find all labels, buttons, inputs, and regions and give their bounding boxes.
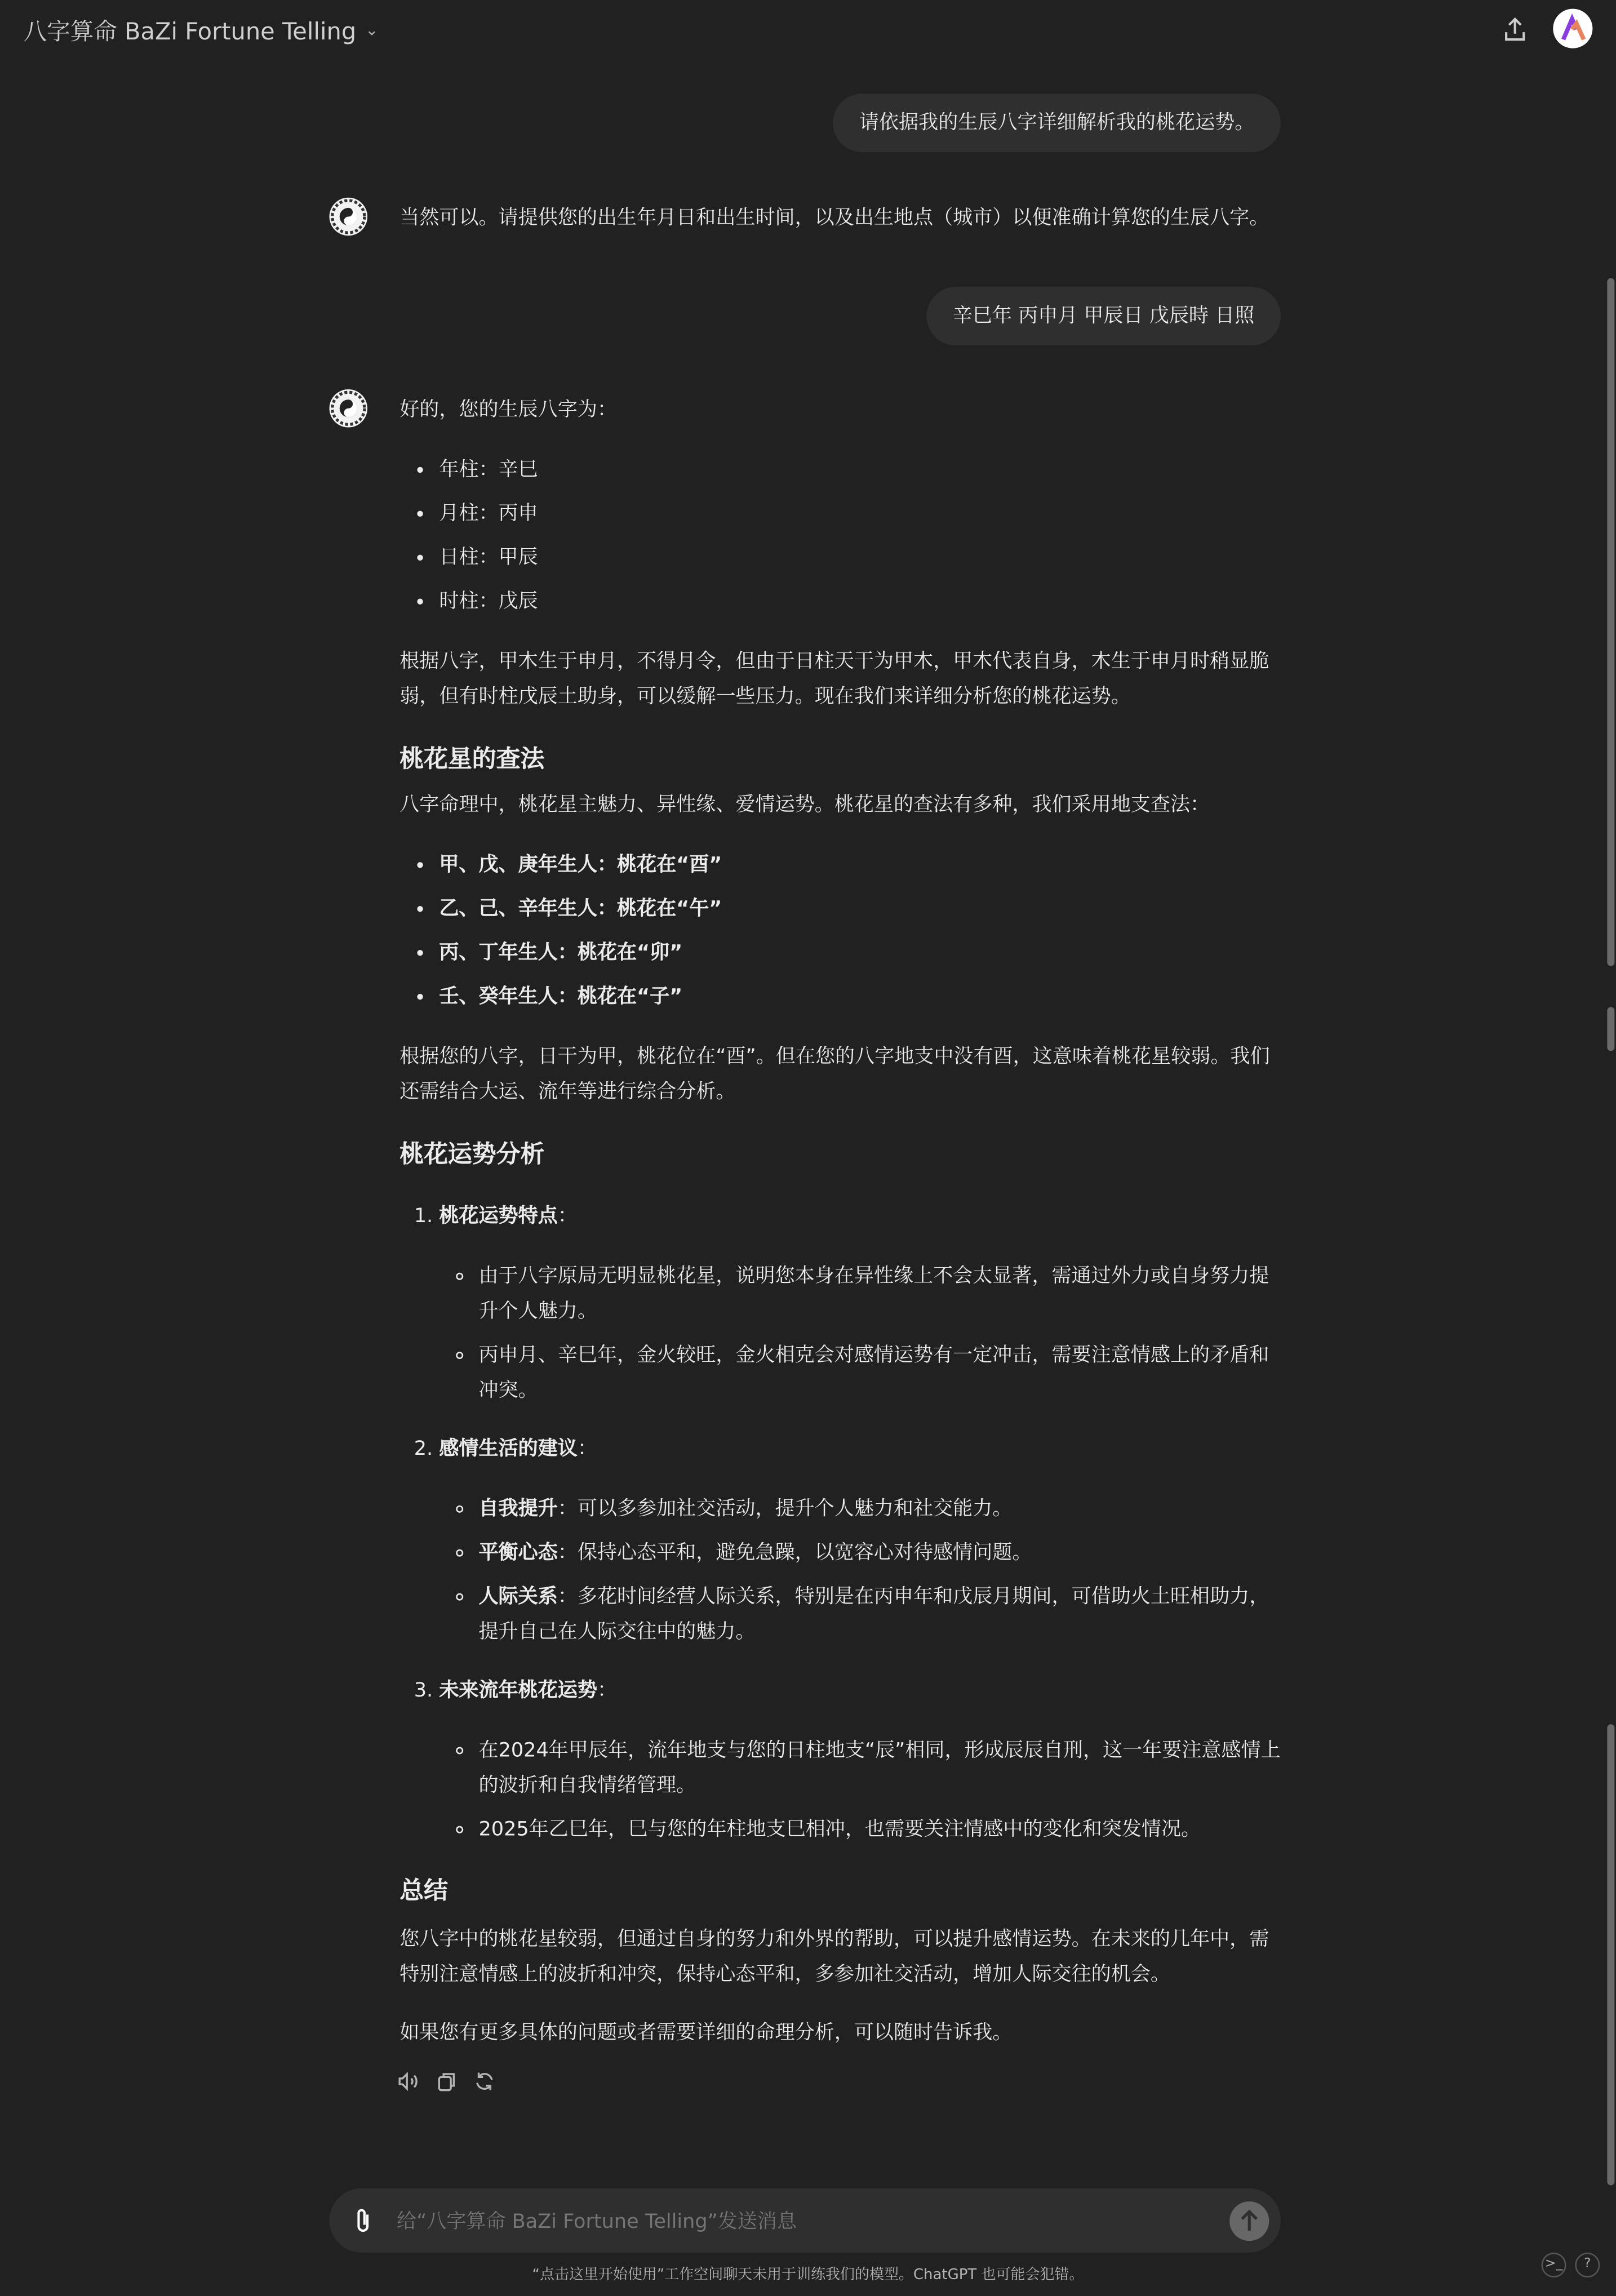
list-item: • 壬、癸年生人：桃花在“子” xyxy=(439,979,1284,1014)
section-title: 感情生活的建议 xyxy=(439,1437,578,1461)
terminal-button[interactable]: >_ xyxy=(1541,2253,1566,2277)
list-item: • 乙、己、辛年生人：桃花在“午” xyxy=(439,891,1284,926)
analysis-section xyxy=(439,1199,1284,1408)
paragraph: 您八字中的桃花星较弱，但通过自身的努力和外界的帮助，可以提升感情运势。在未来的几年中，需特别注意情感上的波折和冲突，保持心态平和，多参加社交活动，增加人际交往的机会。 xyxy=(399,1928,1269,1987)
scrollbar-thumb[interactable] xyxy=(1607,1724,1614,2185)
list-item xyxy=(478,1579,1284,1650)
user-message: 辛巳年 丙申月 甲辰日 戊辰時 日照 xyxy=(926,287,1281,345)
gpt-title-dropdown[interactable] xyxy=(24,13,379,47)
list-item: ◦ 丙申月、辛巳年，金火较旺，金火相克会对感情运势有一定冲击，需要注意情感上的矛盾和冲突。 xyxy=(478,1338,1284,1408)
gpt-avatar-icon xyxy=(330,389,368,428)
colon: ： xyxy=(577,1437,597,1461)
message-input[interactable] xyxy=(394,2188,1219,2255)
paragraph: 根据您的八字，日干为甲，桃花位在“酉”。但在您的八字地支中没有酉，这意味着桃花星较弱。我们还需结合大运、流年等进行综合分析。 xyxy=(399,1045,1270,1104)
item-text: ：多花时间经营人际关系，特别是在丙申年和戊辰月期间，可借助火土旺相助力，提升自己在人际交往中的魅力。 xyxy=(478,1585,1269,1644)
list-item xyxy=(478,1535,1284,1570)
list-item: • 时柱：戊辰 xyxy=(439,584,1284,619)
chevron-down-icon: ⌄ xyxy=(365,20,379,40)
section-title: 未来流年桃花运势 xyxy=(439,1678,597,1703)
colon: ： xyxy=(597,1678,617,1703)
list-item: • 年柱：辛巳 xyxy=(439,452,1284,487)
user-avatar[interactable] xyxy=(1553,9,1592,48)
assistant-message xyxy=(399,201,1284,236)
item-label: 自我提升 xyxy=(478,1497,558,1521)
paragraph: 八字命理中，桃花星主魅力、异性缘、爱情运势。桃花星的查法有多种，我们采用地支查法： xyxy=(399,793,1210,817)
send-button[interactable] xyxy=(1229,2201,1269,2241)
message-actions xyxy=(397,2069,496,2093)
copy-icon[interactable] xyxy=(435,2069,459,2093)
list-item: • 月柱：丙申 xyxy=(439,496,1284,531)
section-heading: 总结 xyxy=(399,1876,448,1904)
help-button[interactable]: ? xyxy=(1575,2253,1600,2277)
list-item: • 甲、戊、庚年生人：桃花在“酉” xyxy=(439,847,1284,882)
disclaimer: “点击这里开始使用”工作空间聊天未用于训练我们的模型。ChatGPT 也可能会犯错。 xyxy=(532,2267,1084,2284)
analysis-section xyxy=(439,1432,1284,1650)
share-icon[interactable] xyxy=(1500,15,1530,44)
regenerate-icon[interactable] xyxy=(473,2069,496,2093)
item-text: ：可以多参加社交活动，提升个人魅力和社交能力。 xyxy=(557,1497,1013,1521)
analysis-section xyxy=(439,1673,1284,1847)
paragraph: 根据八字，甲木生于申月，不得月令，但由于日柱天干为甲木，甲木代表自身，木生于申月时稍显脆弱，但有时柱戊辰土助身，可以缓解一些压力。现在我们来详细分析您的桃花运势。 xyxy=(399,650,1269,709)
section-heading: 桃花运势分析 xyxy=(399,1140,545,1169)
message-composer xyxy=(330,2188,1281,2253)
list-item: ◦ 由于八字原局无明显桃花星，说明您本身在异性缘上不会太显著，需通过外力或自身努力提升个人魅力。 xyxy=(478,1259,1284,1329)
item-label: 平衡心态 xyxy=(478,1541,558,1565)
item-text: ：保持心态平和，避免急躁，以宽容心对待感情问题。 xyxy=(557,1541,1032,1565)
list-item: • 丙、丁年生人：桃花在“卯” xyxy=(439,935,1284,970)
analysis-list xyxy=(399,1199,1284,1848)
assistant-message xyxy=(399,392,1284,2050)
paperclip-icon[interactable] xyxy=(350,2206,376,2235)
paragraph: 如果您有更多具体的问题或者需要详细的命理分析，可以随时告诉我。 xyxy=(399,2021,1013,2045)
list-item: ◦ 2025年乙巳年，巳与您的年柱地支巳相冲，也需要关注情感中的变化和突发情况。 xyxy=(478,1812,1284,1847)
list-item: • 日柱：甲辰 xyxy=(439,540,1284,575)
list-item: ◦ 在2024年甲辰年，流年地支与您的日柱地支“辰”相同，形成辰辰自刑，这一年要注意感情上的波折和自我情绪管理。 xyxy=(478,1733,1284,1804)
list-item xyxy=(478,1491,1284,1526)
read-aloud-icon[interactable] xyxy=(397,2069,420,2093)
pillar-list xyxy=(399,452,1284,619)
user-message: 请依据我的生辰八字详细解析我的桃花运势。 xyxy=(833,94,1281,152)
gpt-avatar-icon xyxy=(330,198,368,236)
scrollbar-thumb[interactable] xyxy=(1607,1007,1614,1051)
intro: 好的，您的生辰八字为： xyxy=(399,398,617,422)
arrow-up-icon xyxy=(1229,2201,1269,2241)
section-title: 桃花运势特点 xyxy=(439,1204,558,1228)
gpt-title: 八字算命 BaZi Fortune Telling xyxy=(23,17,357,46)
section-heading: 桃花星的查法 xyxy=(399,745,545,773)
colon: ： xyxy=(557,1204,578,1228)
item-label: 人际关系 xyxy=(478,1585,558,1609)
scrollbar-thumb[interactable] xyxy=(1607,278,1614,966)
rule-list xyxy=(399,847,1284,1014)
message-text: 当然可以。请提供您的出生年月日和出生时间，以及出生地点（城市）以便准确计算您的生辰八字。 xyxy=(399,206,1269,230)
